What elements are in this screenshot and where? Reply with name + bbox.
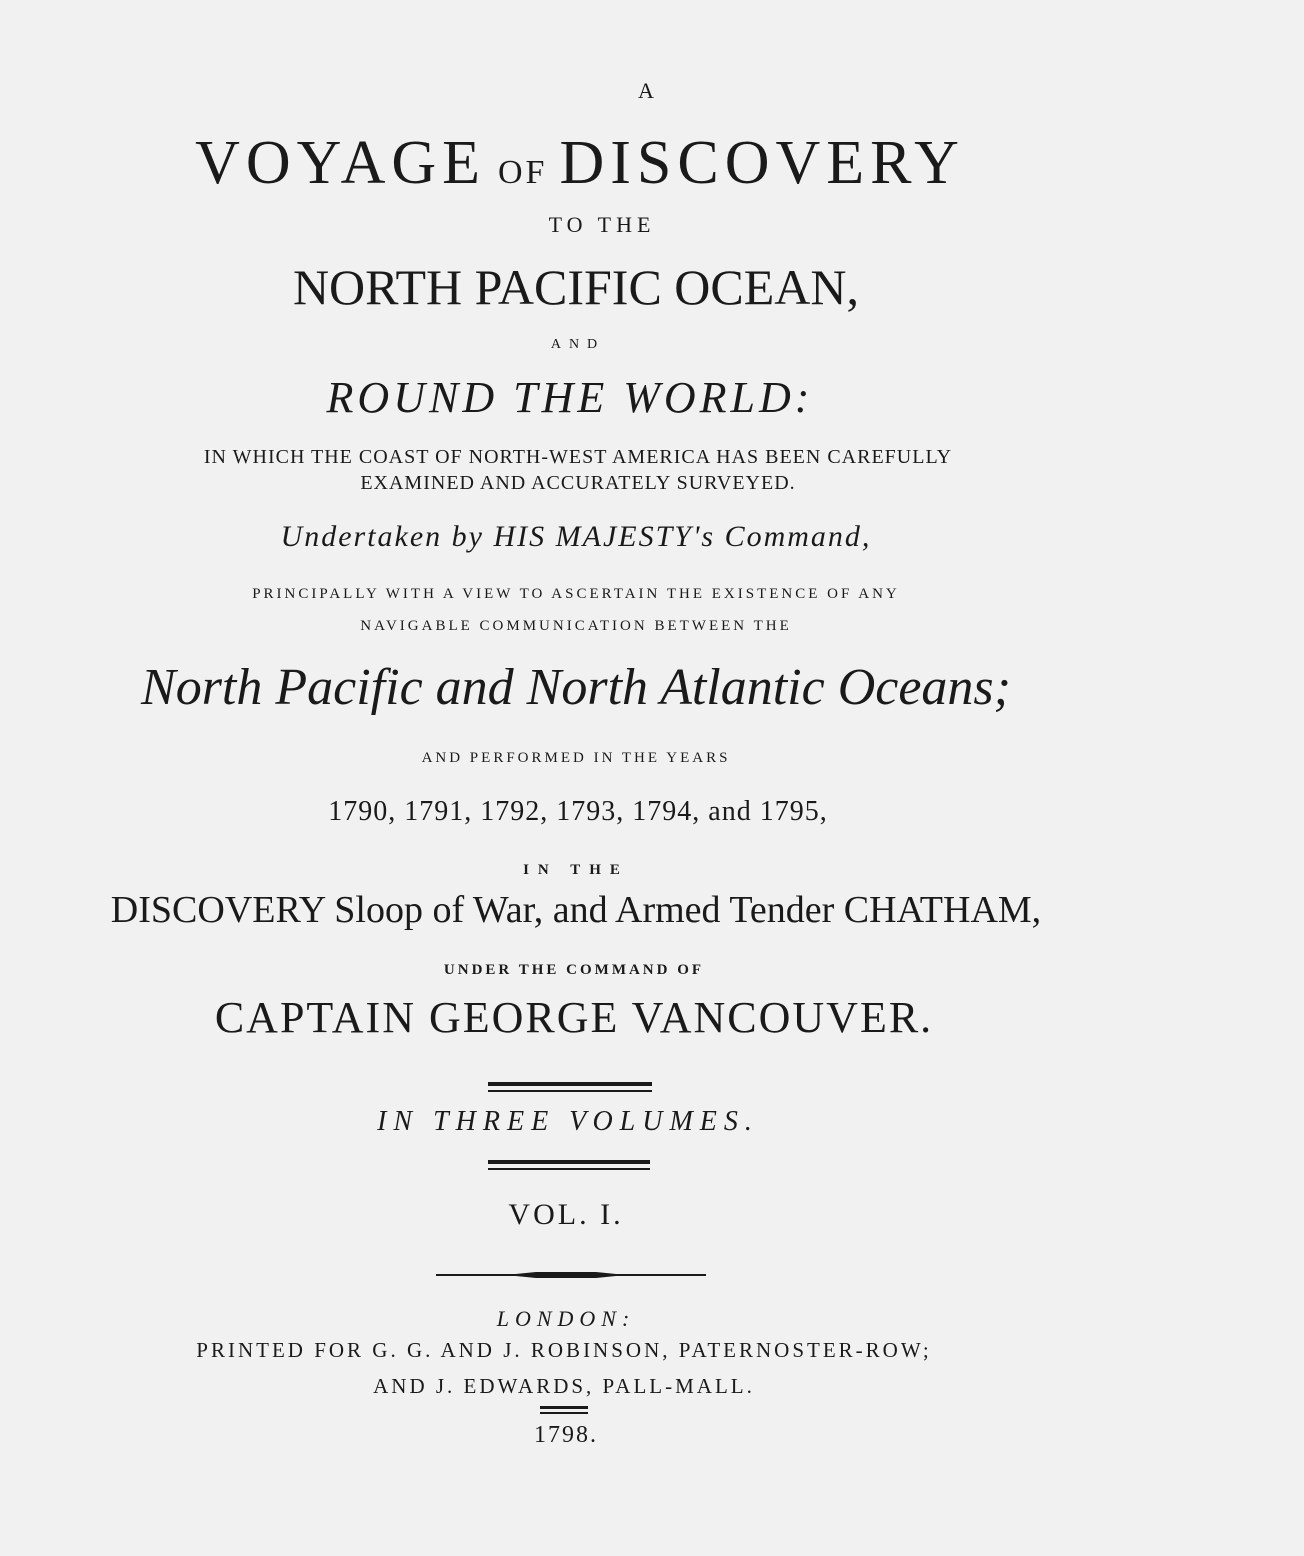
imprint-city: LONDON: (496, 1306, 636, 1331)
article-a: A (638, 78, 654, 103)
undertaken-line: Undertaken by HIS MAJESTY's Command, (280, 520, 872, 553)
ships-line: DISCOVERY Sloop of War, and Armed Tender CHATHAM, (110, 889, 1042, 931)
title-of: OF (498, 154, 548, 191)
years-line: 1790, 1791, 1792, 1793, 1794, and 1795, (328, 796, 828, 827)
coast-line-1: IN WHICH THE COAST OF NORTH-WEST AMERICA HAS BEEN CAREFULLY (203, 446, 953, 468)
north-pacific-ocean: NORTH PACIFIC OCEAN, (292, 259, 860, 315)
double-rule-top-a (488, 1082, 652, 1086)
publication-date: 1798. (534, 1422, 598, 1448)
oceans-line: North Pacific and North Atlantic Oceans; (141, 659, 1011, 716)
date-rule-a (540, 1406, 588, 1409)
captain-name: CAPTAIN GEORGE VANCOUVER. (214, 993, 934, 1042)
volume-number: VOL. I. (508, 1198, 624, 1231)
title-voyage: VOYAGE (195, 129, 486, 197)
performed-line: AND PERFORMED IN THE YEARS (421, 750, 731, 766)
and-connector: AND (550, 337, 606, 352)
date-rule-b (540, 1412, 588, 1414)
imprint-edwards: AND J. EDWARDS, PALL-MALL. (373, 1374, 755, 1398)
principally-line-1: PRINCIPALLY WITH A VIEW TO ASCERTAIN THE EXISTENCE OF ANY (252, 586, 900, 602)
in-the: IN THE (523, 862, 629, 878)
title-discovery: DISCOVERY (559, 129, 965, 197)
printed-for: PRINTED FOR G. G. AND J. ROBINSON, PATERNOSTER-ROW; (196, 1338, 932, 1362)
double-rule-top-b (488, 1090, 652, 1092)
round-the-world: ROUND THE WORLD: (326, 373, 814, 422)
to-the: TO THE (548, 212, 656, 237)
double-rule-mid-b (488, 1168, 650, 1170)
three-volumes: IN THREE VOLUMES. (377, 1106, 759, 1137)
ornamental-rule (436, 1268, 706, 1282)
coast-line-2: EXAMINED AND ACCURATELY SURVEYED. (360, 472, 796, 494)
principally-line-2: NAVIGABLE COMMUNICATION BETWEEN THE (360, 618, 792, 634)
double-rule-mid-a (488, 1160, 650, 1164)
main-title (0, 128, 1232, 199)
under-command-line: UNDER THE COMMAND OF (443, 962, 705, 978)
